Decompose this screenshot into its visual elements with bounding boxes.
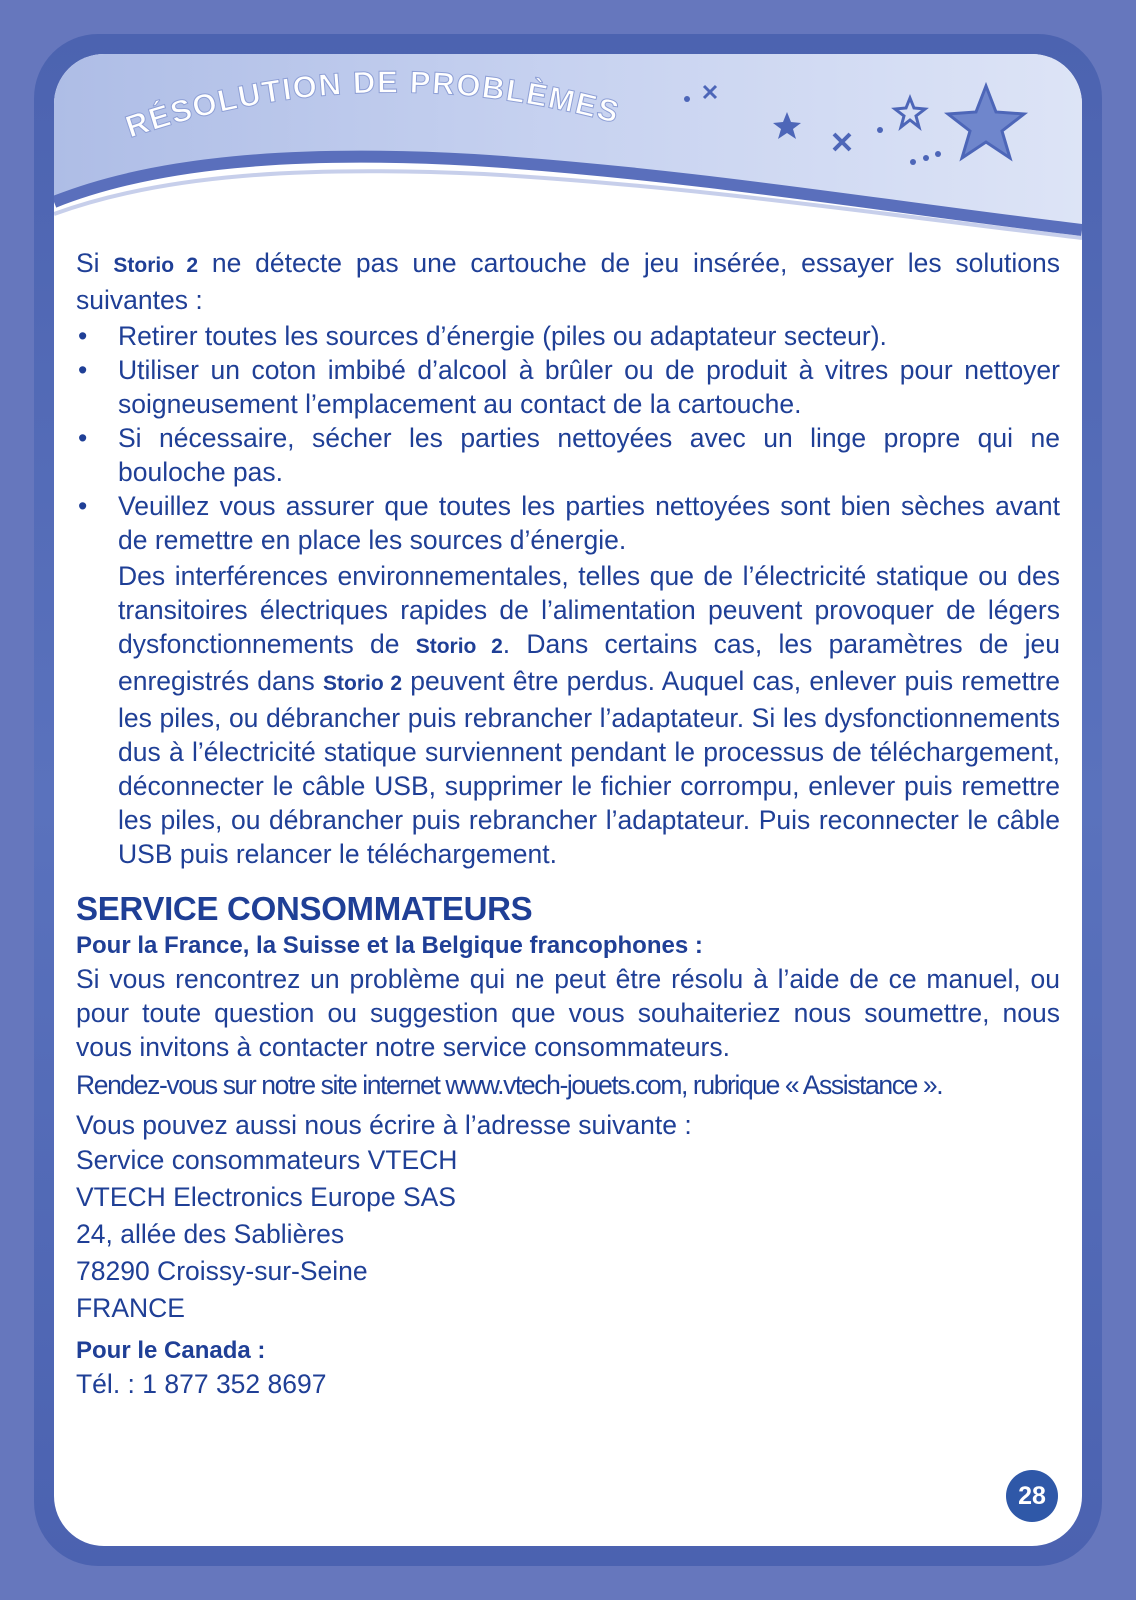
canada-phone: Tél. : 1 877 352 8697 — [76, 1369, 327, 1399]
france-heading: Pour la France, la Suisse et la Belgique francophones : — [76, 932, 703, 959]
content-card — [54, 54, 1082, 1546]
product-name: Storio 2 — [113, 254, 199, 277]
stars-icon — [54, 54, 1082, 254]
header-band — [54, 54, 1082, 254]
list-item: • Si nécessaire, sécher les parties nettoyées avec un linge propre qui ne bouloche pas. — [76, 421, 1060, 489]
postal-address — [76, 1142, 1060, 1327]
address-line: VTECH Electronics Europe SAS — [76, 1182, 456, 1212]
section-heading: SERVICE CONSOMMATEURS — [76, 890, 533, 927]
write-paragraph: Vous pouvez aussi nous écrire à l’adresse suivante : — [76, 1110, 692, 1140]
address-line: FRANCE — [76, 1293, 185, 1323]
france-paragraph: Si vous rencontrez un problème qui ne peut être résolu à l’aide de ce manuel, ou pour toute question ou suggestion que vous souhaiteriez nous soumettre, nous vous invitons à contacter notre service consommateurs. — [76, 964, 1060, 1062]
interference-text: peuvent être perdus. Auquel cas, enlever puis remettre les piles, ou débrancher puis rebrancher l’adaptateur. Si les dysfonctionnements dus à l’électricité statique surviennent pendant le processus de téléchargement, déconnecter le câble USB, supprimer le fichier corrompu, enlever puis remettre les piles, ou débrancher puis rebrancher l’adaptateur. Puis reconnecter le câble USB puis relancer le téléchargement. — [118, 666, 1060, 869]
product-name: Storio 2 — [323, 672, 403, 695]
interference-paragraph — [76, 559, 1060, 871]
canada-heading: Pour le Canada : — [76, 1337, 266, 1364]
page-number-badge: 28 — [1006, 1470, 1058, 1522]
intro-text-start: Si — [76, 248, 100, 278]
address-line: Service consommateurs VTECH — [76, 1145, 458, 1175]
address-line: 24, allée des Sablières — [76, 1219, 345, 1249]
intro-text-end: ne détecte pas une cartouche de jeu insérée, essayer les solutions suivantes : — [76, 248, 1060, 315]
interference-text: Des interférences environnementales, telles que de l’électricité statique ou des transitoires électriques rapides de l’alimentation peuvent provoquer de légers dysfonctionnements de — [118, 561, 1060, 659]
interference-text: . Dans certains cas, les paramètres de jeu enregistrés dans — [118, 629, 1060, 696]
list-item: • Utiliser un coton imbibé d’alcool à brûler ou de produit à vitres pour nettoyer soigneusement l’emplacement au contact de la cartouche. — [76, 353, 1060, 421]
product-name: Storio 2 — [415, 635, 503, 658]
page-content — [76, 246, 1060, 1401]
address-line: 78290 Croissy-sur-Seine — [76, 1256, 368, 1286]
intro-paragraph — [76, 246, 1060, 317]
website-paragraph: Rendez-vous sur notre site internet www.vtech-jouets.com, rubrique « Assistance ». — [76, 1070, 943, 1100]
troubleshooting-list — [76, 319, 1060, 557]
list-item: • Retirer toutes les sources d’énergie (piles ou adaptateur secteur). — [76, 319, 1060, 353]
section-title-arc: RÉSOLUTION DE PROBLÈMES — [121, 64, 624, 145]
list-item: • Veuillez vous assurer que toutes les parties nettoyées sont bien sèches avant de remettre en place les sources d’énergie. — [76, 489, 1060, 557]
